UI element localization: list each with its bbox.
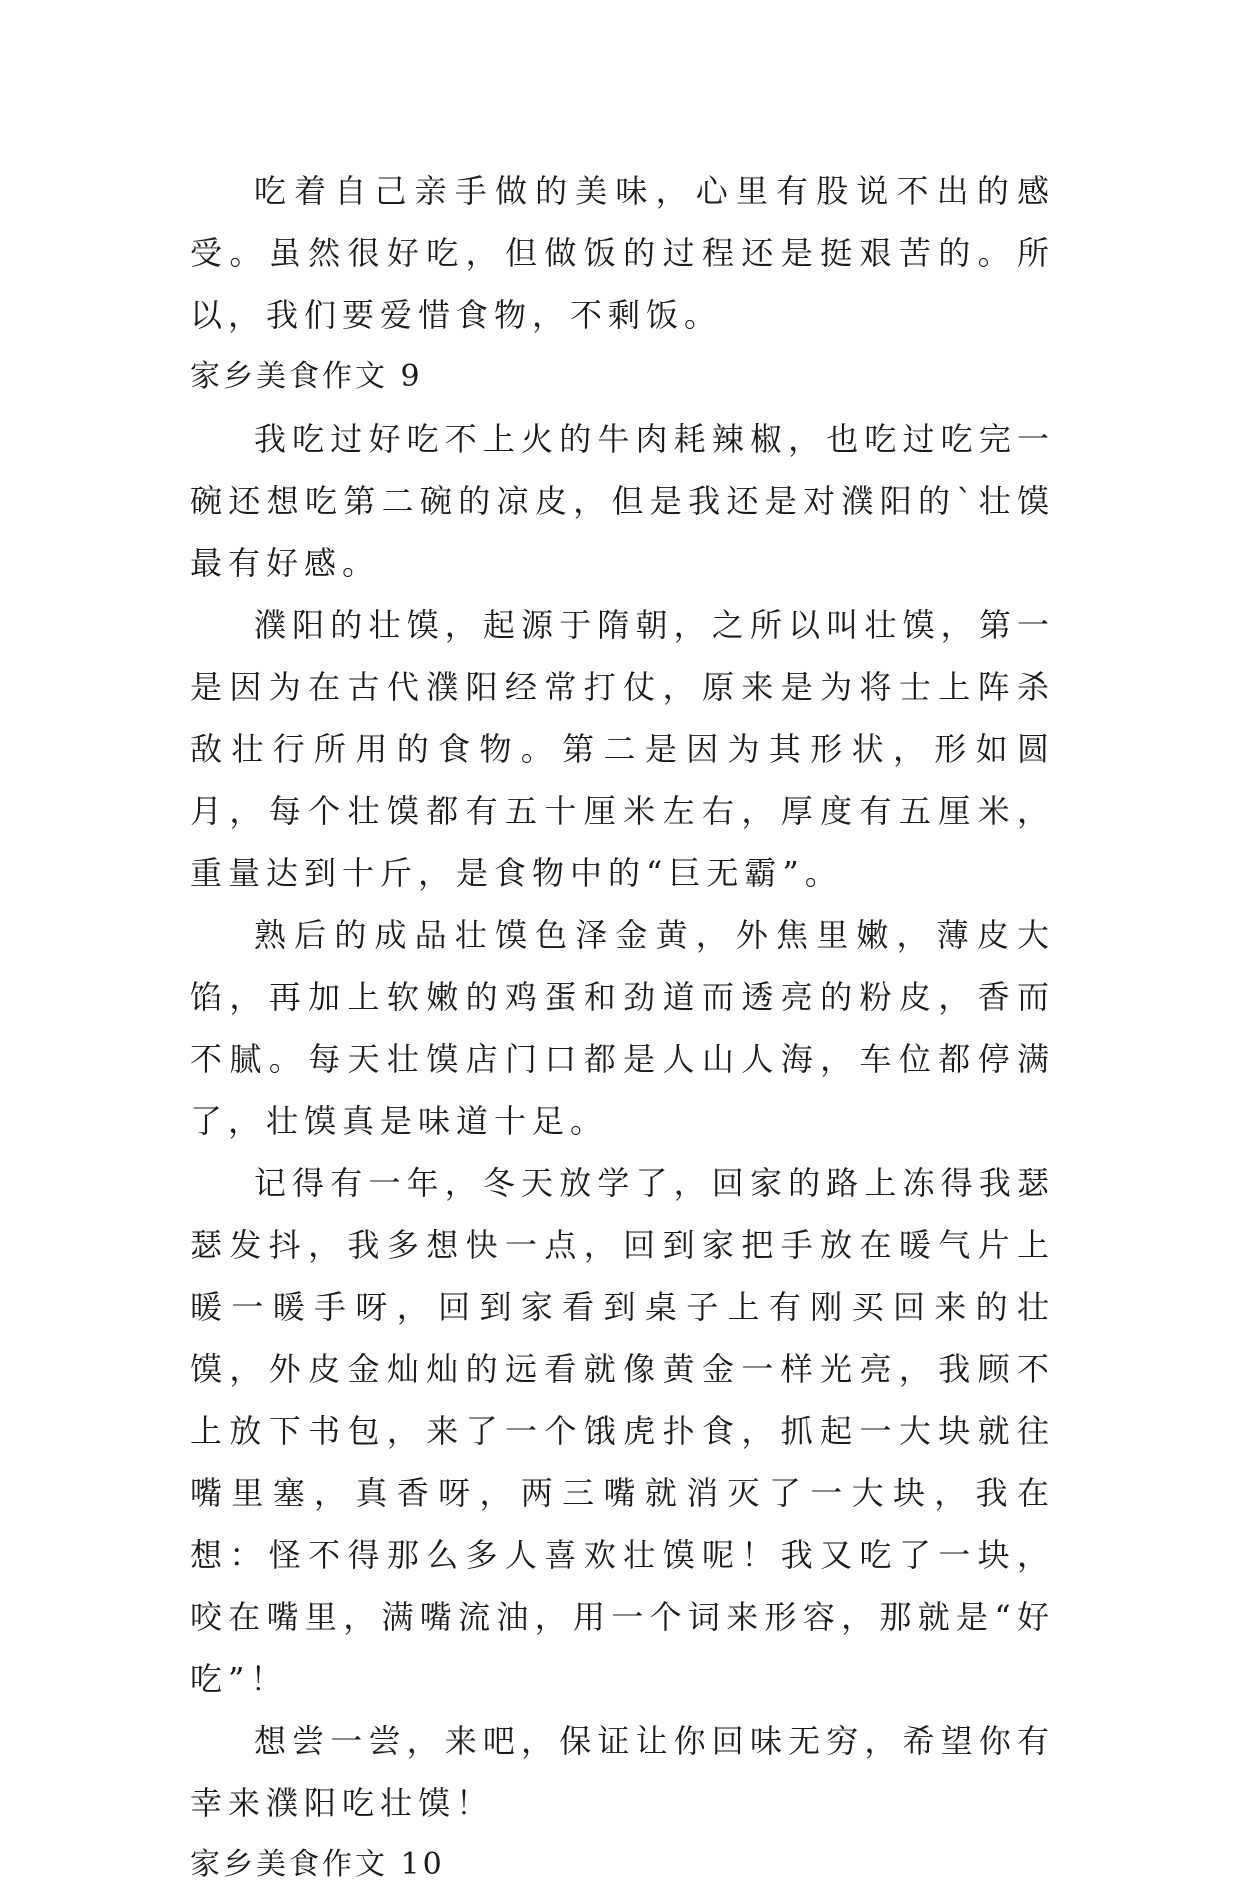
essay-title-9: 家乡美食作文 9 xyxy=(190,359,423,394)
essay-title-10: 家乡美食作文 10 xyxy=(190,1847,445,1882)
paragraph-taste: 熟后的成品壮馍色泽金黄，外焦里嫩，薄皮大馅，再加上软嫩的鸡蛋和劲道而透亮的粉皮，香而不腻。每天壮馍店门口都是人山人海，车位都停满了，壮馍真是味道十足。 xyxy=(190,916,1055,1140)
paragraph-memory: 记得有一年，冬天放学了，回家的路上冻得我瑟瑟发抖，我多想快一点，回到家把手放在暖气片上暖一暖手呀，回到家看到桌子上有刚买回来的壮馍，外皮金灿灿的远看就像黄金一样光亮，我顾不上放下书包，来了一个饿虎扑食，抓起一大块就往嘴里塞，真香呀，两三嘴就消灭了一大块，我在想：怪不得那么多人喜欢壮馍呢！我又吃了一块，咬在嘴里，满嘴流油，用一个词来形容，那就是“好吃”！ xyxy=(190,1164,1055,1698)
paragraph-origin: 濮阳的壮馍，起源于隋朝，之所以叫壮馍，第一是因为在古代濮阳经常打仗，原来是为将士上阵杀敌壮行所用的食物。第二是因为其形状，形如圆月，每个壮馍都有五十厘米左右，厚度有五厘米，重量达到十斤，是食物中的“巨无霸”。 xyxy=(190,606,1055,892)
document-page xyxy=(190,160,1055,1896)
paragraph-closing-thoughts: 吃着自己亲手做的美味，心里有股说不出的感受。虽然很好吃，但做饭的过程还是挺艰苦的。所以，我们要爱惜食物，不剩饭。 xyxy=(190,172,1055,334)
paragraph-intro: 我吃过好吃不上火的牛肉耗辣椒，也吃过吃完一碗还想吃第二碗的凉皮，但是我还是对濮阳的`壮馍最有好感。 xyxy=(190,420,1055,582)
paragraph-invitation: 想尝一尝，来吧，保证让你回味无穷，希望你有幸来濮阳吃壮馍！ xyxy=(190,1722,1055,1822)
